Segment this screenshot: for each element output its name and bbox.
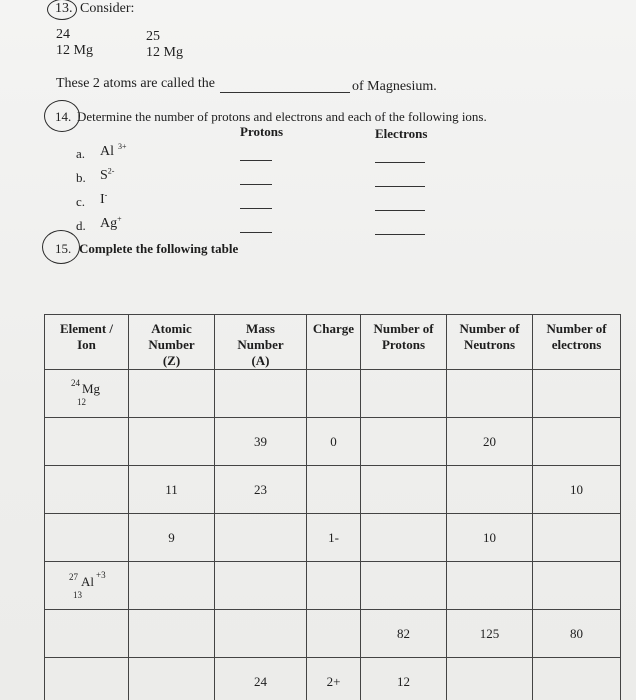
nuclide-notation	[45, 372, 105, 412]
ion-item-symbol	[100, 216, 122, 232]
electrons-blank-a[interactable]	[375, 162, 425, 163]
question-13-number: 13.	[55, 1, 73, 16]
neutrons-cell[interactable]	[447, 466, 533, 514]
element-cell[interactable]	[45, 658, 129, 700]
nuclide-atomic-number: 12	[77, 396, 86, 407]
neutrons-cell[interactable]	[447, 658, 533, 700]
atomic-number-cell[interactable]: 9	[129, 514, 215, 562]
mass-number-cell[interactable]	[215, 610, 307, 658]
ion-item-letter: b.	[76, 170, 86, 185]
charge-cell[interactable]	[307, 466, 361, 514]
isotope-b-mass: 25	[146, 29, 160, 44]
protons-cell[interactable]	[361, 370, 447, 418]
question-15-number: 15.	[55, 241, 72, 256]
ion-item-symbol	[100, 168, 114, 184]
ion-symbol-text: I	[100, 192, 105, 207]
header-neutrons: Number of Neutrons	[447, 315, 533, 370]
isotope-table	[44, 314, 621, 700]
nuclide-charge: +3	[96, 569, 106, 580]
neutrons-cell[interactable]: 20	[447, 418, 533, 466]
question-13-sentence-start: These 2 atoms are called the	[56, 76, 215, 91]
protons-cell[interactable]: 82	[361, 610, 447, 658]
nuclide-notation	[45, 564, 105, 604]
protons-blank-b[interactable]	[240, 184, 272, 185]
table-row	[45, 658, 621, 700]
mass-number-cell[interactable]: 24	[215, 658, 307, 700]
electrons-cell[interactable]	[533, 658, 621, 700]
protons-cell[interactable]	[361, 562, 447, 610]
electrons-cell[interactable]: 80	[533, 610, 621, 658]
electrons-cell[interactable]	[533, 514, 621, 562]
atomic-number-cell[interactable]	[129, 610, 215, 658]
protons-blank-d[interactable]	[240, 232, 272, 233]
nuclide-symbol: Mg	[82, 380, 101, 396]
atomic-number-cell[interactable]	[129, 418, 215, 466]
header-mass-number: Mass Number (A)	[215, 315, 307, 370]
ion-item-symbol	[100, 192, 107, 208]
header-electrons: Number of electrons	[533, 315, 621, 370]
protons-column-heading: Protons	[240, 124, 284, 139]
charge-cell[interactable]: 2+	[307, 658, 361, 700]
isotope-a-mass: 24	[56, 27, 70, 42]
isotope-b-symbol: 12 Mg	[146, 45, 183, 60]
ion-symbol-text: Al	[100, 144, 114, 159]
neutrons-cell[interactable]	[447, 370, 533, 418]
ion-item-letter: d.	[76, 218, 86, 233]
electrons-cell[interactable]: 10	[533, 466, 621, 514]
element-cell[interactable]	[45, 418, 129, 466]
mass-number-cell[interactable]	[215, 562, 307, 610]
element-cell[interactable]	[45, 466, 129, 514]
electrons-cell[interactable]	[533, 370, 621, 418]
mass-number-cell[interactable]	[215, 514, 307, 562]
atomic-number-cell[interactable]	[129, 658, 215, 700]
electrons-column-heading: Electrons	[375, 126, 428, 141]
header-element: Element / Ion	[45, 315, 129, 370]
ion-charge: -	[104, 190, 108, 200]
nuclide-mass: 27	[69, 571, 78, 582]
isotope-a-symbol: 12 Mg	[56, 43, 93, 58]
ion-symbol-text: S	[100, 168, 108, 183]
ion-item-symbol	[100, 144, 127, 160]
table-header-row	[45, 315, 621, 370]
charge-cell[interactable]	[307, 370, 361, 418]
table-row	[45, 562, 621, 610]
ion-charge: 3+	[118, 142, 127, 152]
element-cell[interactable]	[45, 610, 129, 658]
protons-blank-a[interactable]	[240, 160, 272, 161]
protons-cell[interactable]: 12	[361, 658, 447, 700]
nuclide-mass: 24	[71, 377, 80, 388]
electrons-cell[interactable]	[533, 562, 621, 610]
charge-cell[interactable]	[307, 562, 361, 610]
protons-cell[interactable]	[361, 418, 447, 466]
nuclide-symbol: Al	[81, 573, 94, 589]
ion-charge: +	[117, 214, 122, 224]
question-13-label: Consider:	[80, 1, 135, 16]
header-charge: Charge	[307, 315, 361, 370]
header-atomic-number: Atomic Number (Z)	[129, 315, 215, 370]
mass-number-cell[interactable]: 39	[215, 418, 307, 466]
mass-number-cell[interactable]: 23	[215, 466, 307, 514]
element-cell	[45, 562, 129, 610]
electrons-blank-c[interactable]	[375, 210, 425, 211]
ion-item-letter: a.	[76, 146, 86, 161]
electrons-cell[interactable]	[533, 418, 621, 466]
nuclide-atomic-number: 13	[73, 589, 82, 600]
electrons-blank-b[interactable]	[375, 186, 425, 187]
question-13-answer-blank[interactable]	[220, 92, 350, 93]
header-protons: Number of Protons	[361, 315, 447, 370]
ion-symbol-text: Ag	[100, 216, 118, 231]
table-row	[45, 418, 621, 466]
mass-number-cell[interactable]	[215, 370, 307, 418]
charge-cell[interactable]: 0	[307, 418, 361, 466]
charge-cell[interactable]: 1-	[307, 514, 361, 562]
table-row	[45, 610, 621, 658]
atomic-number-cell[interactable]: 11	[129, 466, 215, 514]
ion-item-letter: c.	[76, 194, 86, 209]
table-row	[45, 466, 621, 514]
question-15-prompt: Complete the following table	[79, 241, 239, 256]
atomic-number-cell[interactable]	[129, 370, 215, 418]
neutrons-cell[interactable]: 10	[447, 514, 533, 562]
neutrons-cell[interactable]: 125	[447, 610, 533, 658]
element-cell	[45, 370, 129, 418]
element-cell[interactable]	[45, 514, 129, 562]
electrons-blank-d[interactable]	[375, 234, 425, 235]
question-14-prompt: Determine the number of protons and electrons and each of the following ions.	[77, 109, 487, 124]
atomic-number-cell[interactable]	[129, 562, 215, 610]
neutrons-cell[interactable]	[447, 562, 533, 610]
question-14-number: 14.	[55, 109, 72, 124]
question-13-sentence-end: of Magnesium.	[352, 79, 437, 94]
charge-cell[interactable]	[307, 610, 361, 658]
protons-blank-c[interactable]	[240, 208, 272, 209]
protons-cell[interactable]	[361, 466, 447, 514]
table-row	[45, 514, 621, 562]
protons-cell[interactable]	[361, 514, 447, 562]
ion-charge: 2-	[107, 166, 115, 176]
table-row	[45, 370, 621, 418]
